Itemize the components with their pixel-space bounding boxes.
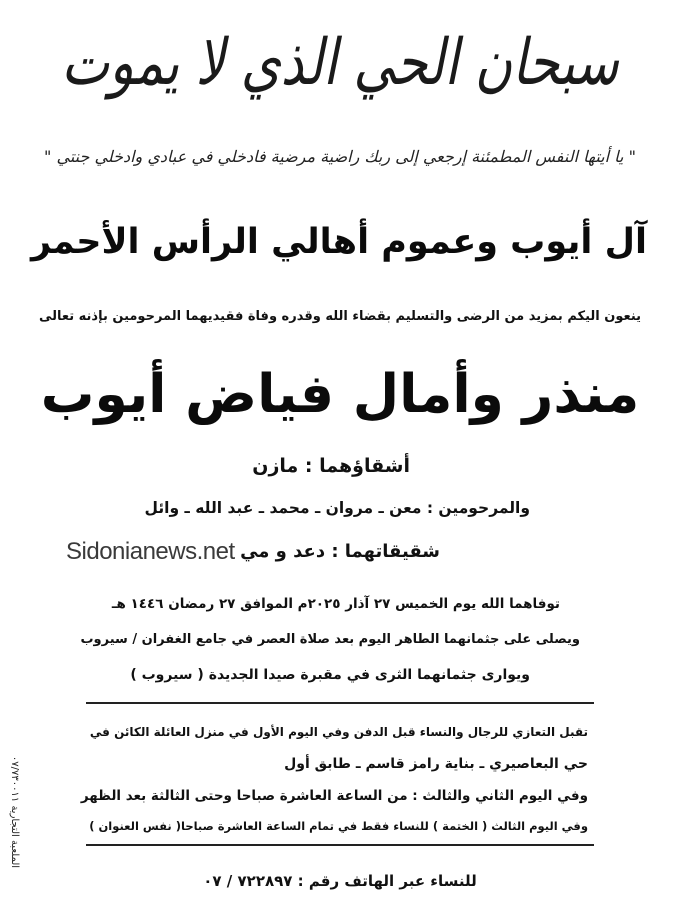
sisters-line: شقيقاتهما : دعد و مي [240,541,440,562]
family-name-heading: آل أيوب وعموم أهالي الرأس الأحمر [31,222,647,262]
burial-line: ويوارى جثمانهما الثرى في مقبرة صيدا الجديدة ( سيروب ) [130,667,530,683]
deceased-names-heading: منذر وأمال فياض أيوب [40,362,640,425]
late-brothers-line: والمرحومين : معن ـ مروان ـ محمد ـ عبد الله ـ وائل [144,499,530,517]
condolence-line-1: تقبل التعازي للرجال والنساء قبل الدفن وفي اليوم الأول في منزل العائلة الكائن في [89,725,588,739]
header-calligraphy: سبحان الحي الذي لا يموت [61,26,619,101]
brothers-line: أشقاؤهما : مازن [252,455,410,477]
quran-verse: " يا أيتها النفس المطمئنة إرجعي إلى ربك راضية مرضية فادخلي في عبادي وادخلي جنتي " [44,147,636,166]
site-watermark: Sidonianews.net [66,538,235,565]
announcement-text: ينعون اليكم بمزيد من الرضى والتسليم بقضاء الله وقدره وفاة فقيديهما المرحومين بإذنه تعالى [38,309,642,324]
funeral-prayer-line: ويصلى على جثمانهما الطاهر اليوم بعد صلاة العصر في جامع الغفران / سيروب [80,632,580,647]
bottom-divider [86,844,594,846]
top-divider [86,702,594,704]
side-vertical-note: الملعبة التجارية ٠٧/٧٣٠٠١١ [9,755,20,869]
phone-condolence-line: للنساء عبر الهاتف رقم : ٧٢٢٨٩٧ / ٠٧ [203,872,477,890]
condolence-line-2: حي البعاصيري ـ بناية رامز قاسم ـ طابق أول [284,756,588,772]
condolence-line-3: وفي اليوم الثاني والثالث : من الساعة العاشرة صباحا وحتى الثالثة بعد الظهر [80,788,588,804]
death-date-line: توفاهما الله يوم الخميس ٢٧ آذار ٢٠٢٥م الموافق ٢٧ رمضان ١٤٤٦ هـ [111,596,560,612]
condolence-line-4: وفي اليوم الثالث ( الختمة ) للنساء فقط في تمام الساعة العاشرة صباحا( نفس العنوان ) [89,819,588,833]
